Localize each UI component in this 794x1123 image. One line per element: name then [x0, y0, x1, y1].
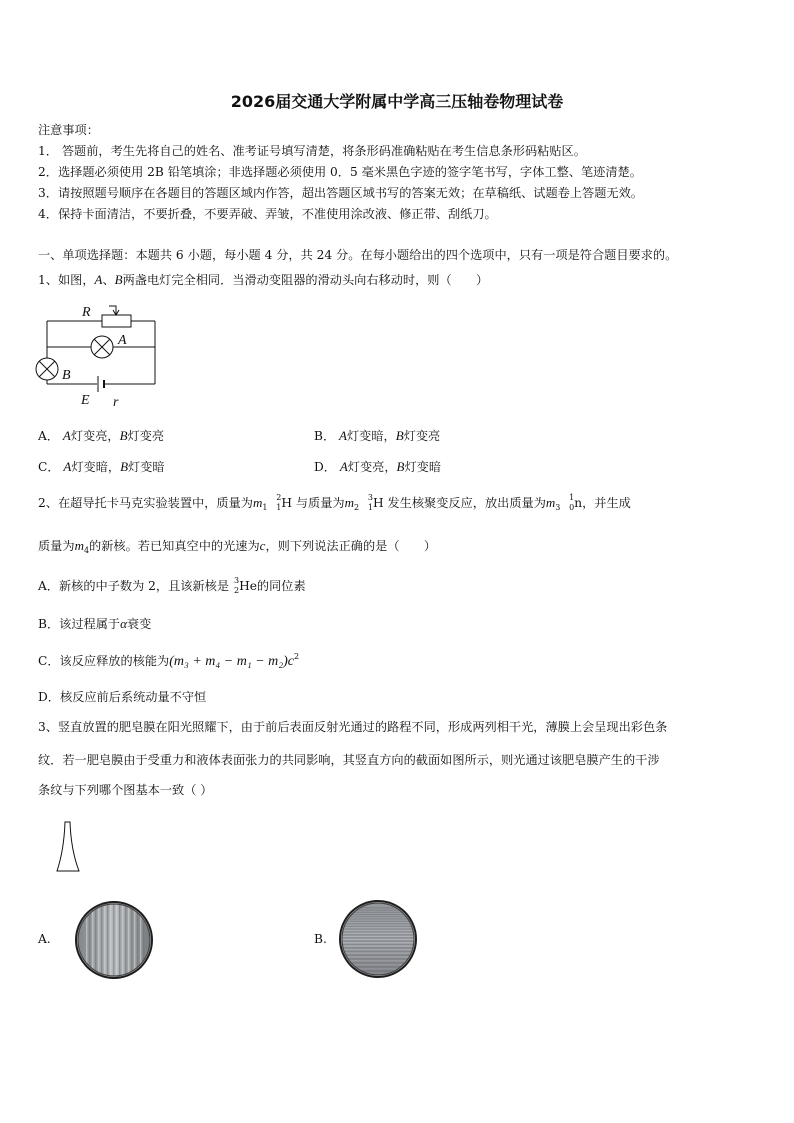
fringe-stripe [336, 912, 420, 913]
question-3-stem: 3、竖直放置的肥皂膜在阳光照耀下，由于前后表面反射光通过的路程不同，形成两列相干光，薄膜上会呈现出彩色条 [38, 720, 668, 734]
fringe-stripe [95, 898, 96, 982]
fringe-stripe [336, 954, 420, 956]
fringe-stripe [336, 928, 420, 929]
fringe-stripe [336, 966, 420, 968]
option-a[interactable]: A．新核的中子数为 2，且该新核是 3 2 He的同位素 [38, 575, 306, 595]
label-R: R [82, 305, 91, 320]
fringe-stripe [107, 898, 108, 982]
option-a-label: A. [38, 932, 51, 946]
option-b[interactable]: B． A灯变暗，B灯变亮 [314, 428, 441, 443]
fringe-stripe [86, 898, 87, 982]
fringe-stripe [128, 898, 129, 982]
fringe-stripe [336, 921, 420, 922]
fringe-stripe [98, 898, 99, 982]
question-1-stem: 1、如图，A、B两盏电灯完全相同．当滑动变阻器的滑动头向右移动时，则（ ） [38, 272, 489, 287]
fringe-stripe [113, 898, 114, 982]
option-a-interference-image[interactable] [72, 898, 156, 982]
question-2-stem: 2、在超导托卡马克实验装置中，质量为$m_1$ 2 1 H 与质量为$m_2$ 3 1 H 发生核聚变反应，放出质量为$m_3$ 1 0 n，并生成 [38, 492, 631, 512]
fringe-stripe [336, 923, 420, 924]
option-d[interactable]: D．核反应前后系统动量不守恒 [38, 690, 207, 704]
circuit-diagram [34, 300, 164, 412]
fringe-stripe [336, 909, 420, 910]
label-E: E [81, 393, 90, 408]
label-B: B [62, 368, 71, 383]
fringe-stripe [336, 970, 420, 972]
label-A: A [118, 333, 127, 348]
fringe-stripe [336, 944, 420, 946]
notice-item: 4．保持卡面清洁，不要折叠，不要弄破、弄皱，不准使用涂改液、修正带、刮纸刀。 [38, 207, 497, 221]
fringe-stripe [336, 951, 420, 953]
fringe-stripe [125, 898, 126, 982]
option-b-label: B. [314, 932, 327, 946]
notice-item: 3．请按照题号顺序在各题目的答题区域内作答，超出答题区域书写的答案无效；在草稿纸、试题卷上答题无效。 [38, 186, 643, 200]
fringe-stripe [143, 898, 144, 982]
soap-film-cross-section [54, 820, 82, 874]
notice-item: 1． 答题前，考生先将自己的姓名、准考证号填写清楚，将条形码准确粘贴在考生信息条形码粘贴区。 [38, 144, 586, 158]
option-a[interactable]: A． A灯变亮，B灯变亮 [38, 428, 165, 443]
fringe-stripe [140, 898, 141, 982]
fringe-stripe [336, 940, 420, 942]
notice-item: 2．选择题必须使用 2B 铅笔填涂；非选择题必须使用 0．5 毫米黑色字迹的签字笔书写，字体工整、笔迹清楚。 [38, 165, 642, 179]
fringe-stripe [104, 898, 105, 982]
fringe-stripe [336, 931, 420, 932]
question-2-stem-line2: 质量为$m_4$的新核。若已知真空中的光速为c，则下列说法正确的是（ ） [38, 538, 437, 555]
option-c[interactable]: C．该反应释放的核能为$(m_3 + m_4 - m_1 - m_2)c^2$ [38, 652, 300, 669]
fringe-stripe [101, 898, 102, 982]
fringe-stripe [119, 898, 120, 982]
label-r: r [113, 395, 119, 410]
question-number: 1、 [38, 273, 58, 287]
fringe-stripe [336, 947, 420, 949]
option-d[interactable]: D． A灯变亮，B灯变暗 [314, 459, 442, 474]
fringe-stripe [336, 937, 420, 939]
option-b-interference-image[interactable] [336, 897, 420, 981]
option-c[interactable]: C． A灯变暗，B灯变暗 [38, 459, 165, 474]
page-title: 2026届交通大学附属中学高三压轴卷物理试卷 [230, 92, 564, 111]
fringe-stripe [131, 898, 132, 982]
formula: (m₃ + m₄ − m₁ − m₂)c [169, 654, 294, 669]
fringe-stripe [336, 934, 420, 936]
question-3-stem-line3: 条纹与下列哪个图基本一致（ ） [38, 783, 213, 797]
fringe-stripe [336, 907, 420, 908]
fringe-stripe [336, 926, 420, 927]
question-3-stem-line2: 纹．若一肥皂膜由于受重力和液体表面张力的共同影响，其竖直方向的截面如图所示，则光通过该肥皂膜产生的干涉 [38, 753, 660, 767]
notice-heading: 注意事项： [38, 123, 99, 137]
fringe-stripe [336, 910, 420, 911]
fringe-stripe [122, 898, 123, 982]
fringe-stripe [116, 898, 117, 982]
option-b[interactable]: B．该过程属于α衰变 [38, 616, 152, 631]
section-heading: 一、单项选择题：本题共 6 小题，每小题 4 分，共 24 分。在每小题给出的四个选项中，只有一项是符合题目要求的。 [38, 248, 678, 262]
fringe-stripe [110, 898, 111, 982]
